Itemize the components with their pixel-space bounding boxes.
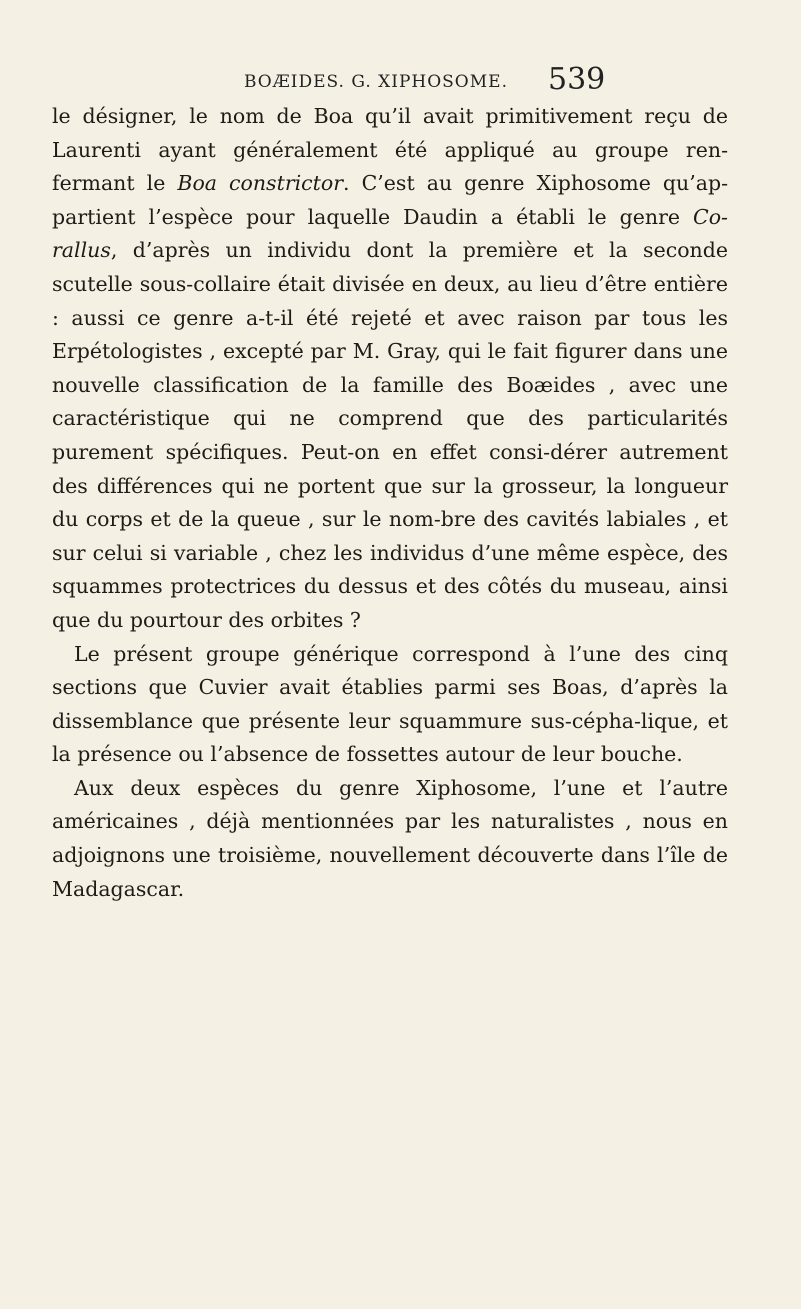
text-segment: . C’est au genre Xiphosome qu’ap-partient l’espèce pour laquelle Daudin a établi le genre xyxy=(52,171,728,229)
text-segment: , d’après un individu dont la première et la seconde scutelle sous-collaire était divisée en deux, au lieu d’être entière : aussi ce genre a-t-il été rejeté et avec raison par tous les Erpétologistes , excepté par M. Gray, qui le fait figurer dans une nouvelle classification de la famille des Boæides , avec une caractéristique qui ne comprend que des particularités purement spécifiques. Peut-on en effet consi-dérer autrement des différences qui ne portent que sur la grosseur, la longueur du corps et de la queue , sur le nom-bre des cavités labiales , et sur celui si variable , chez les individus d’une même espèce, des squammes protectrices du dessus et des côtés du museau, ainsi que du pourtour des orbites ? xyxy=(52,238,728,632)
taxon-name-corallus: Co-rallus xyxy=(52,204,728,263)
text-segment: le désigner, le nom de Boa qu’il avait primitivement reçu de Laurenti ayant généralement été appliqué au groupe ren-fermant le xyxy=(52,104,728,196)
running-title: BOÆIDES. G. XIPHOSOME. xyxy=(244,72,508,92)
text-segment: Le présent groupe générique correspond à l’une des cinq sections que Cuvier avait établies parmi ses Boas, d’après la dissemblance que présente leur squammure sus-cépha-lique, et la présence ou l’absence de fossettes autour de leur bouche. xyxy=(52,641,728,767)
paragraph-1 xyxy=(52,100,728,638)
paragraph-2 xyxy=(52,638,728,772)
text-segment: Aux deux espèces du genre Xiphosome, l’une et l’autre américaines , déjà mentionnées par les naturalistes , nous en adjoignons une troisième, nouvellement découverte dans l’île de Madagascar. xyxy=(52,775,728,901)
taxon-name-boa-constrictor: Boa constrictor xyxy=(177,171,344,196)
page-number: 539 xyxy=(548,62,606,97)
body-text xyxy=(52,100,728,906)
paragraph-3 xyxy=(52,772,728,906)
